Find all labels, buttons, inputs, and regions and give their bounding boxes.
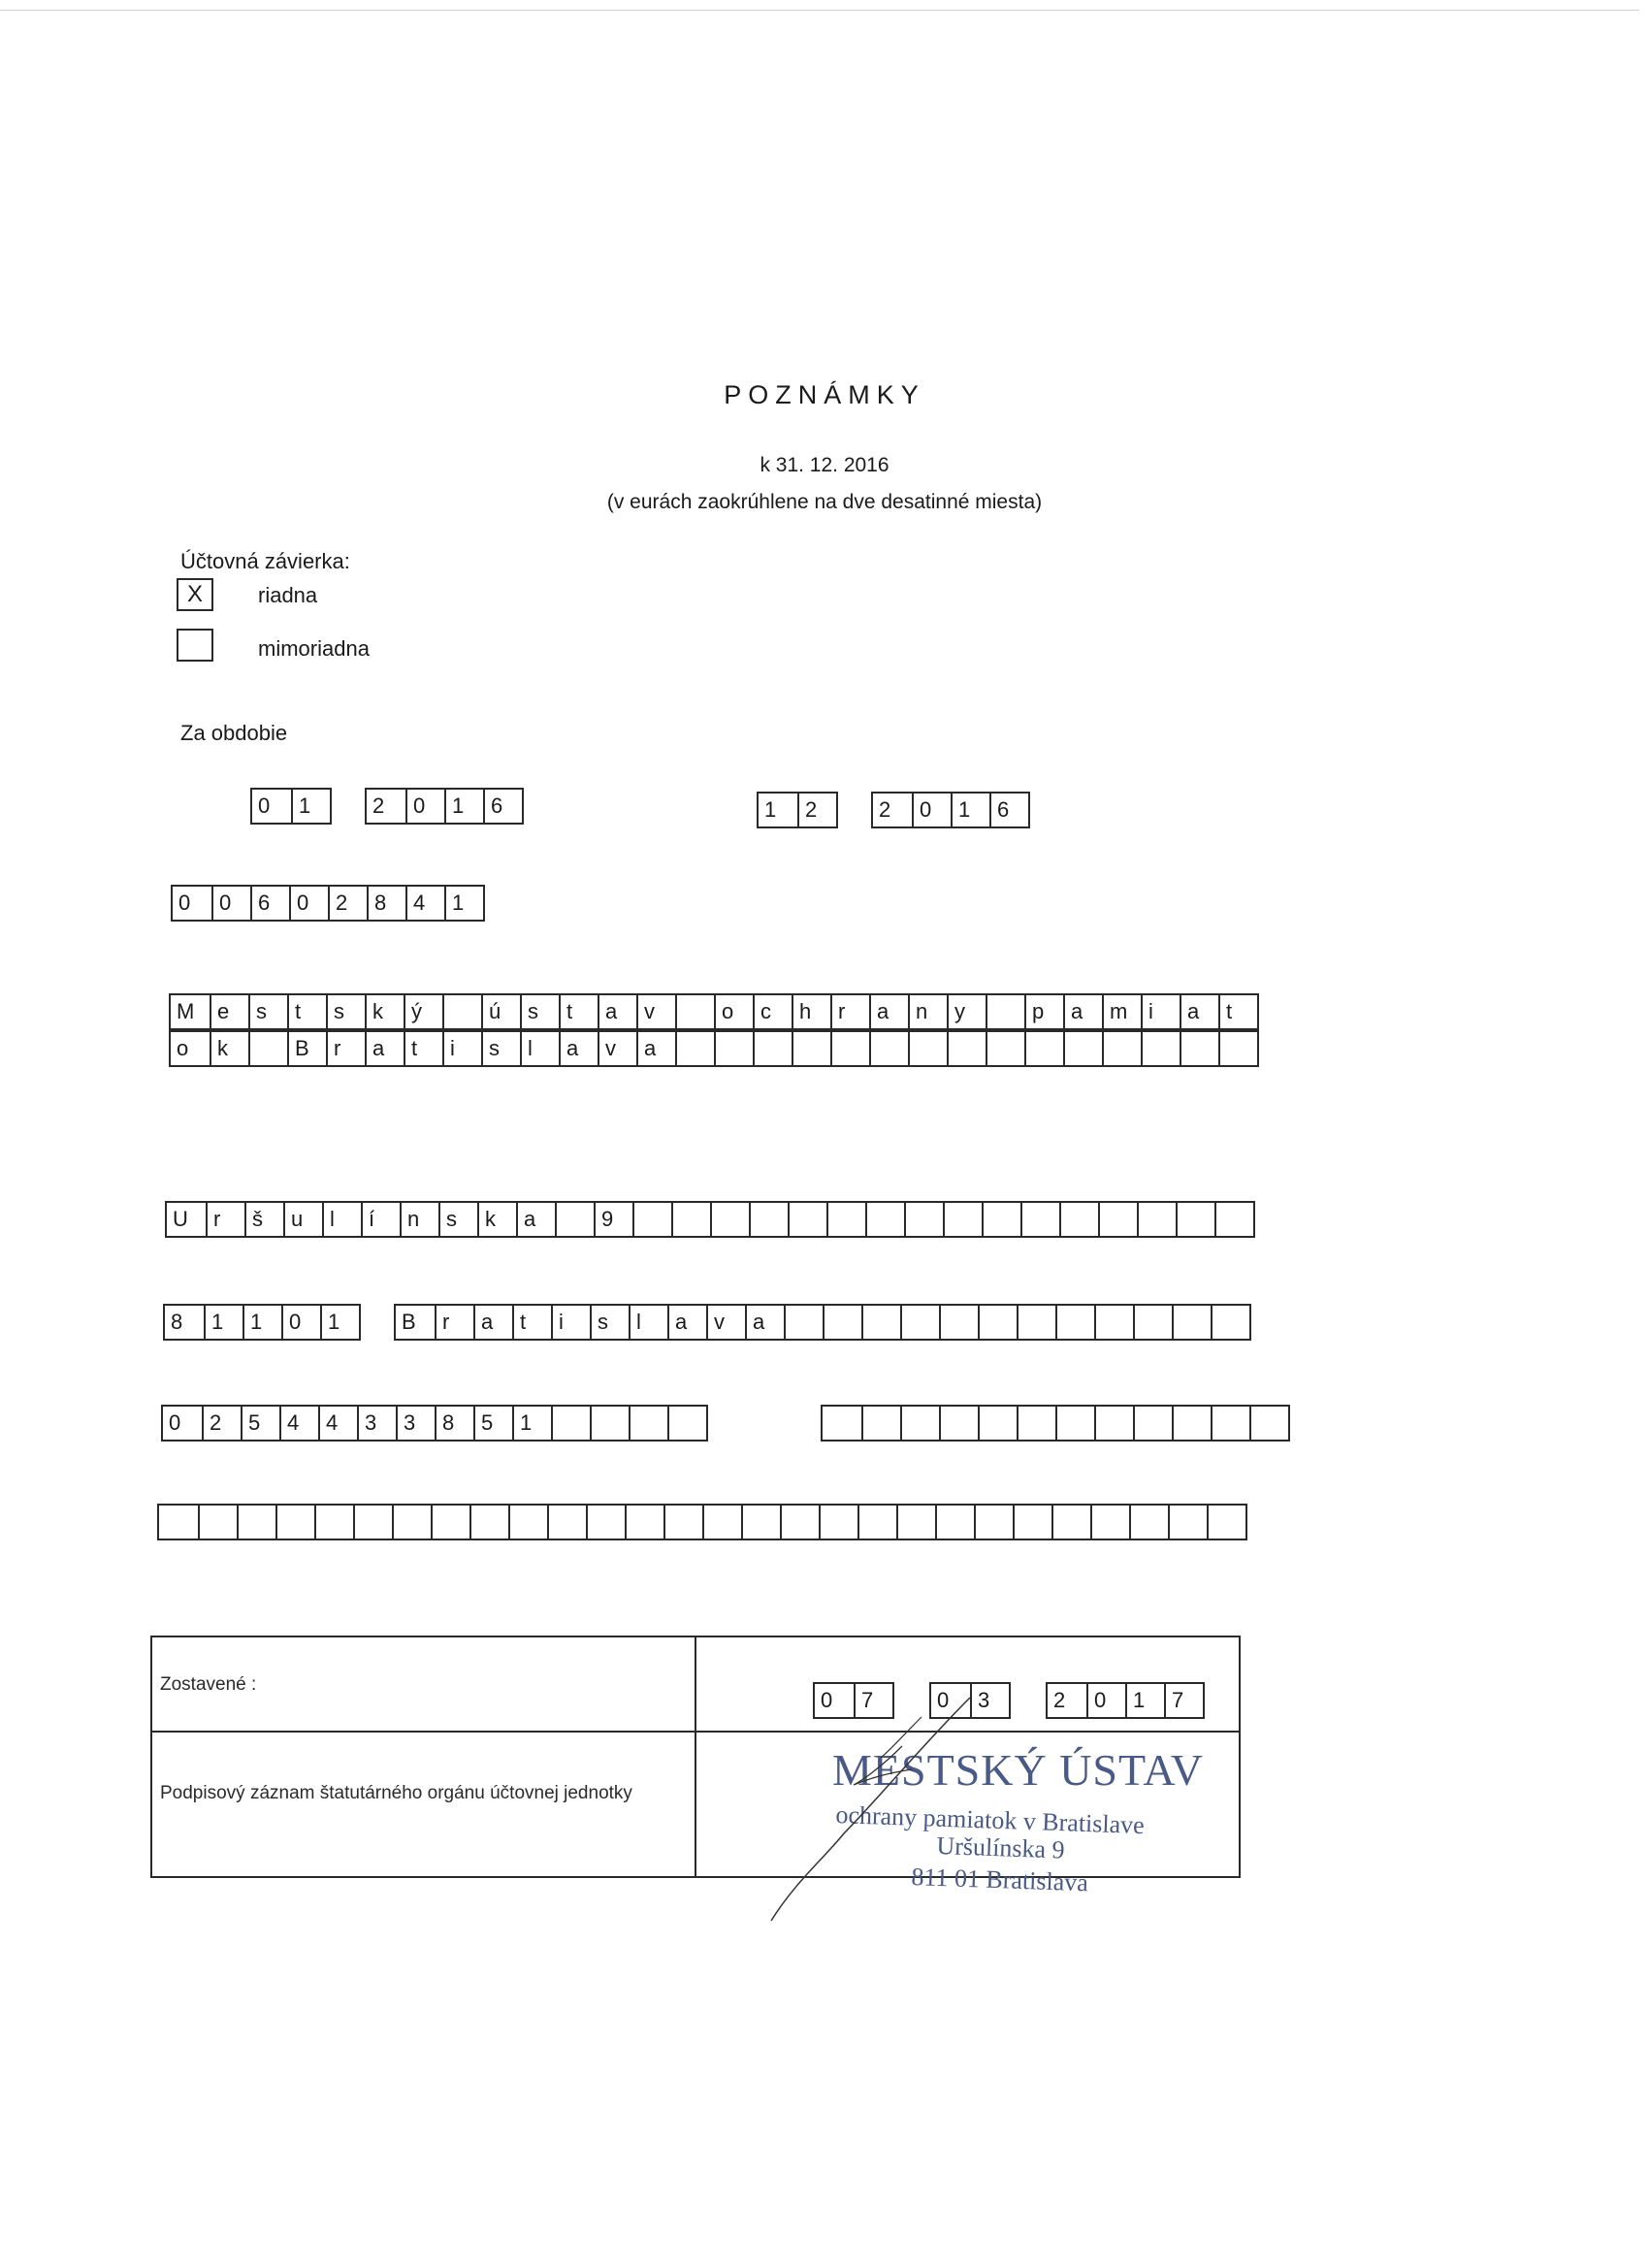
char-cell: [986, 1032, 1024, 1065]
char-cell: [1055, 1306, 1094, 1339]
digit-cell: 2: [879, 797, 891, 822]
digit-cell: 1: [291, 790, 330, 823]
digit-cell: 7: [1164, 1684, 1203, 1717]
char-cell: [861, 1306, 900, 1339]
char-cell: [1098, 1203, 1137, 1236]
char-cell: [741, 1506, 780, 1539]
signature-stroke: [854, 1746, 912, 1785]
char-cell: [792, 1032, 830, 1065]
char-cell: [1024, 1032, 1063, 1065]
period-from-year[interactable]: [365, 788, 524, 825]
digit-cell: 2: [328, 887, 367, 920]
char-cell: [714, 1032, 753, 1065]
char-cell: [865, 1203, 904, 1236]
char-cell: [675, 1032, 714, 1065]
char-cell: [667, 1407, 706, 1440]
stamp-line-4: 811 01 Bratislava: [910, 1863, 1089, 1897]
ico-field[interactable]: [171, 885, 485, 922]
closing-regular-checkbox[interactable]: X: [177, 578, 213, 611]
char-cell: [749, 1203, 788, 1236]
char-cell: [1133, 1407, 1172, 1440]
char-cell: [1090, 1506, 1129, 1539]
char-cell: t: [287, 995, 326, 1028]
char-cell: 5: [241, 1407, 279, 1440]
char-cell: [788, 1203, 826, 1236]
email-field[interactable]: [157, 1504, 1247, 1540]
char-cell: s: [248, 995, 287, 1028]
char-cell: [1094, 1407, 1133, 1440]
char-cell: [943, 1203, 982, 1236]
char-cell: u: [283, 1203, 322, 1236]
digit-cell: 2: [797, 794, 836, 826]
char-cell: v: [706, 1306, 745, 1339]
char-cell: [857, 1506, 896, 1539]
char-cell: l: [322, 1203, 361, 1236]
char-cell: m: [1102, 995, 1141, 1028]
char-cell: [1180, 1032, 1218, 1065]
char-cell: [632, 1203, 671, 1236]
char-cell: s: [438, 1203, 477, 1236]
char-cell: 5: [473, 1407, 512, 1440]
char-cell: a: [365, 1032, 404, 1065]
char-cell: [935, 1506, 974, 1539]
char-cell: 0: [281, 1306, 320, 1339]
char-cell: s: [590, 1306, 629, 1339]
char-cell: [1013, 1506, 1051, 1539]
char-cell: [1211, 1306, 1249, 1339]
char-cell: [675, 995, 714, 1028]
char-cell: [1218, 1032, 1257, 1065]
fax-field[interactable]: [821, 1405, 1290, 1442]
signature-label: Podpisový záznam štatutárného orgánu účtovnej jednotky: [160, 1783, 632, 1803]
char-cell: [555, 1203, 594, 1236]
closing-extraordinary-label: mimoriadna: [258, 636, 370, 661]
char-cell: [671, 1203, 710, 1236]
char-cell: [896, 1506, 935, 1539]
char-cell: [978, 1407, 1017, 1440]
char-cell: [248, 1032, 287, 1065]
char-cell: [469, 1506, 508, 1539]
char-cell: h: [792, 995, 830, 1028]
char-cell: [823, 1407, 861, 1440]
char-cell: r: [206, 1203, 244, 1236]
char-cell: c: [753, 995, 792, 1028]
phone-field[interactable]: [161, 1405, 708, 1442]
char-cell: k: [210, 1032, 248, 1065]
char-cell: a: [636, 1032, 675, 1065]
char-cell: v: [598, 1032, 636, 1065]
char-cell: l: [520, 1032, 559, 1065]
period-label: Za obdobie: [180, 721, 288, 745]
char-cell: [947, 1032, 986, 1065]
char-cell: 2: [202, 1407, 241, 1440]
char-cell: [547, 1506, 586, 1539]
digit-cell: 6: [989, 794, 1028, 826]
char-cell: [939, 1407, 978, 1440]
digit-cell: 0: [821, 1688, 833, 1712]
char-cell: ú: [481, 995, 520, 1028]
compiled-label: Zostavené :: [160, 1674, 257, 1695]
char-cell: [1168, 1506, 1207, 1539]
char-cell: a: [1063, 995, 1102, 1028]
char-cell: [1020, 1203, 1059, 1236]
digit-cell: 0: [912, 794, 951, 826]
char-cell: 3: [396, 1407, 435, 1440]
char-cell: M: [177, 999, 195, 1023]
char-cell: [904, 1203, 943, 1236]
char-cell: [1017, 1306, 1055, 1339]
char-cell: [431, 1506, 469, 1539]
char-cell: i: [551, 1306, 590, 1339]
char-cell: [1137, 1203, 1176, 1236]
char-cell: B: [287, 1032, 326, 1065]
digit-cell: 7: [854, 1684, 892, 1717]
char-cell: a: [869, 995, 908, 1028]
document-title: POZNÁMKY: [724, 380, 925, 409]
char-cell: š: [244, 1203, 283, 1236]
char-cell: [1102, 1032, 1141, 1065]
char-cell: [986, 995, 1024, 1028]
char-cell: [551, 1407, 590, 1440]
char-cell: [314, 1506, 353, 1539]
digit-cell: 0: [178, 891, 191, 915]
char-cell: [819, 1506, 857, 1539]
char-cell: s: [481, 1032, 520, 1065]
char-cell: o: [714, 995, 753, 1028]
digit-cell: 0: [937, 1688, 950, 1712]
char-cell: [900, 1306, 939, 1339]
char-cell: s: [326, 995, 365, 1028]
char-cell: [780, 1506, 819, 1539]
closing-type-label: Účtovná závierka:: [180, 549, 350, 573]
closing-regular-label: riadna: [258, 583, 318, 607]
char-cell: a: [473, 1306, 512, 1339]
char-cell: a: [667, 1306, 706, 1339]
char-cell: [275, 1506, 314, 1539]
char-cell: 3: [357, 1407, 396, 1440]
char-cell: 4: [318, 1407, 357, 1440]
stamp-line-3: Uršulínska 9: [935, 1831, 1066, 1864]
char-cell: [784, 1306, 823, 1339]
char-cell: k: [477, 1203, 516, 1236]
char-cell: [237, 1506, 275, 1539]
char-cell: [1172, 1306, 1211, 1339]
char-cell: y: [947, 995, 986, 1028]
char-cell: [830, 1032, 869, 1065]
city-field[interactable]: [394, 1304, 1251, 1341]
char-cell: 1: [242, 1306, 281, 1339]
char-cell: n: [908, 995, 947, 1028]
compiled-year[interactable]: [1046, 1682, 1205, 1719]
char-cell: a: [559, 1032, 598, 1065]
digit-cell: 6: [250, 887, 289, 920]
char-cell: [826, 1203, 865, 1236]
digit-cell: 1: [444, 887, 483, 920]
char-cell: [908, 1032, 947, 1065]
char-cell: [198, 1506, 237, 1539]
char-cell: [1133, 1306, 1172, 1339]
char-cell: ý: [404, 995, 442, 1028]
char-cell: 1: [512, 1407, 551, 1440]
char-cell: [663, 1506, 702, 1539]
char-cell: U: [173, 1207, 188, 1231]
char-cell: t: [512, 1306, 551, 1339]
char-cell: [900, 1407, 939, 1440]
char-cell: [869, 1032, 908, 1065]
char-cell: [974, 1506, 1013, 1539]
char-cell: t: [404, 1032, 442, 1065]
char-cell: i: [1141, 995, 1180, 1028]
digit-cell: 0: [258, 794, 271, 818]
char-cell: [823, 1306, 861, 1339]
char-cell: [1051, 1506, 1090, 1539]
page-top-rule: [0, 10, 1639, 11]
digit-cell: 6: [483, 790, 522, 823]
char-cell: [629, 1407, 667, 1440]
char-cell: [982, 1203, 1020, 1236]
period-to-month[interactable]: [757, 792, 838, 828]
char-cell: p: [1024, 995, 1063, 1028]
char-cell: [1094, 1306, 1133, 1339]
char-cell: 4: [279, 1407, 318, 1440]
char-cell: [1141, 1032, 1180, 1065]
char-cell: B: [402, 1310, 416, 1334]
digit-cell: 1: [1125, 1684, 1164, 1717]
char-cell: [1129, 1506, 1168, 1539]
char-cell: n: [400, 1203, 438, 1236]
document-date: k 31. 12. 2016: [760, 454, 889, 476]
digit-cell: 0: [211, 887, 250, 920]
char-cell: [442, 995, 481, 1028]
char-cell: s: [520, 995, 559, 1028]
char-cell: v: [636, 995, 675, 1028]
signature-stroke: [771, 1698, 970, 1921]
char-cell: [1063, 1032, 1102, 1065]
char-cell: a: [1180, 995, 1218, 1028]
char-cell: [508, 1506, 547, 1539]
digit-cell: 0: [405, 790, 444, 823]
char-cell: [1017, 1407, 1055, 1440]
char-cell: [159, 1506, 198, 1539]
digit-cell: 8: [367, 887, 405, 920]
char-cell: r: [435, 1306, 473, 1339]
digit-cell: 0: [1086, 1684, 1125, 1717]
char-cell: l: [629, 1306, 667, 1339]
footer-horizontal-divider: [152, 1731, 1239, 1733]
char-cell: [702, 1506, 741, 1539]
char-cell: a: [516, 1203, 555, 1236]
digit-cell: 0: [289, 887, 328, 920]
char-cell: [392, 1506, 431, 1539]
name-row-2[interactable]: [169, 1030, 1259, 1067]
signature-drawing: [757, 1688, 1048, 1940]
footer-vertical-divider: [695, 1637, 696, 1876]
char-cell: 0: [169, 1410, 181, 1435]
name-row-1[interactable]: [169, 993, 1259, 1030]
period-to-year[interactable]: [871, 792, 1030, 828]
char-cell: [1059, 1203, 1098, 1236]
char-cell: [1249, 1407, 1288, 1440]
char-cell: r: [830, 995, 869, 1028]
char-cell: t: [559, 995, 598, 1028]
char-cell: i: [442, 1032, 481, 1065]
char-cell: [586, 1506, 625, 1539]
char-cell: [753, 1032, 792, 1065]
char-cell: [978, 1306, 1017, 1339]
char-cell: [353, 1506, 392, 1539]
char-cell: [939, 1306, 978, 1339]
char-cell: k: [365, 995, 404, 1028]
signature-stroke: [881, 1717, 922, 1758]
char-cell: [590, 1407, 629, 1440]
char-cell: [1211, 1407, 1249, 1440]
char-cell: a: [745, 1306, 784, 1339]
char-cell: [1055, 1407, 1094, 1440]
digit-cell: 4: [405, 887, 444, 920]
char-cell: a: [598, 995, 636, 1028]
char-cell: [1176, 1203, 1214, 1236]
char-cell: [1172, 1407, 1211, 1440]
char-cell: t: [1218, 995, 1257, 1028]
digit-cell: 1: [764, 797, 777, 822]
char-cell: í: [361, 1203, 400, 1236]
char-cell: [1214, 1203, 1253, 1236]
street-field[interactable]: [165, 1201, 1255, 1238]
postal-code-field[interactable]: [163, 1304, 361, 1341]
digit-cell: 2: [1053, 1688, 1066, 1712]
char-cell: o: [177, 1036, 189, 1060]
char-cell: 1: [204, 1306, 242, 1339]
digit-cell: 1: [444, 790, 483, 823]
stamp-line-1: MESTSKÝ ÚSTAV: [832, 1745, 1204, 1795]
char-cell: 1: [320, 1306, 359, 1339]
char-cell: [625, 1506, 663, 1539]
stamp-line-2: ochrany pamiatok v Bratislave: [834, 1800, 1146, 1840]
char-cell: 8: [435, 1407, 473, 1440]
char-cell: [1207, 1506, 1245, 1539]
period-from-month[interactable]: [250, 788, 332, 825]
char-cell: 9: [594, 1203, 632, 1236]
digit-cell: 1: [951, 794, 989, 826]
char-cell: e: [210, 995, 248, 1028]
char-cell: [861, 1407, 900, 1440]
closing-extraordinary-checkbox[interactable]: [177, 629, 213, 662]
char-cell: [710, 1203, 749, 1236]
char-cell: 8: [171, 1310, 183, 1334]
document-subtitle: (v eurách zaokrúhlene na dve desatinné miesta): [606, 491, 1043, 513]
digit-cell: 2: [372, 794, 385, 818]
char-cell: r: [326, 1032, 365, 1065]
digit-cell: 3: [970, 1684, 1009, 1717]
